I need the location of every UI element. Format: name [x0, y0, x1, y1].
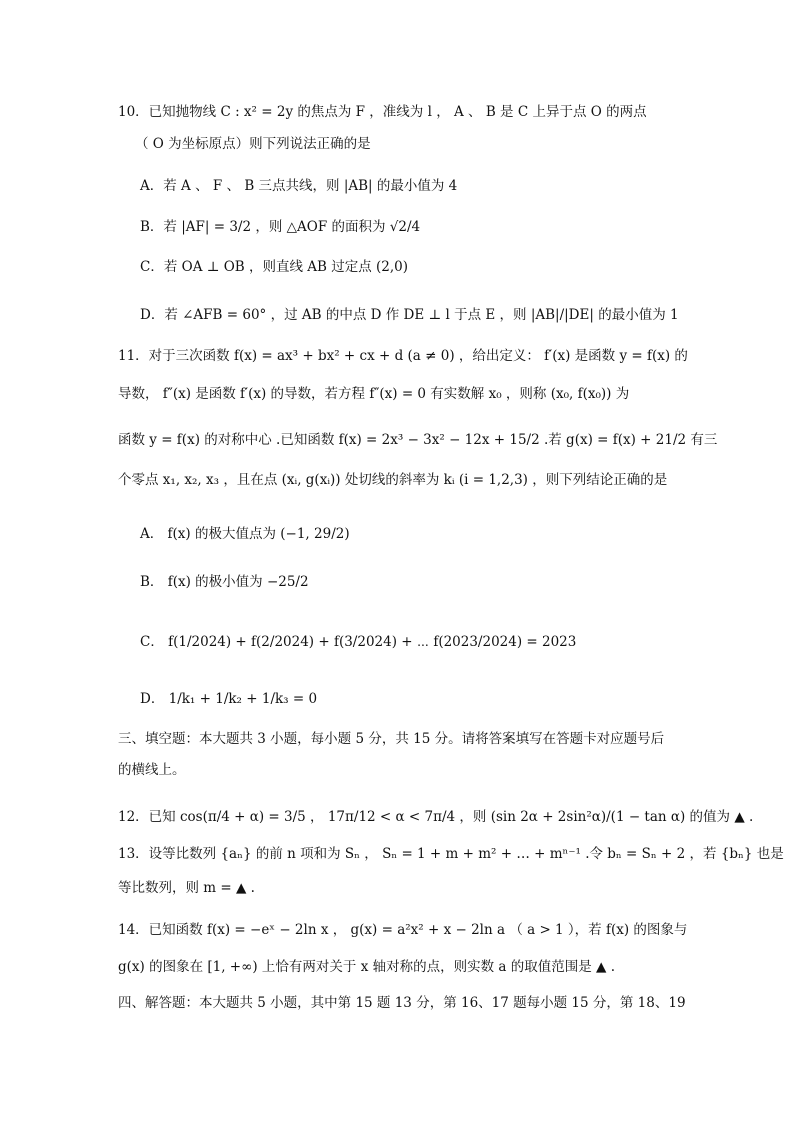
sec3-1: 三、填空题：本大题共 3 小题，每小题 5 分，共 15 分。请将答案填写在答题卡对应题号后 — [118, 731, 665, 747]
q10-stem-1: 10．已知抛物线 C : x² = 2y 的焦点为 F ，准线为 l ， A 、 B 是 C 上异于点 O 的两点 — [118, 104, 647, 120]
q10-b: B．若 |AF| = 3/2 ，则 △AOF 的面积为 √2/4 — [140, 219, 421, 235]
q10-a: A．若 A 、 F 、 B 三点共线，则 |AB| 的最小值为 4 — [140, 178, 458, 194]
q11-stem-4: 个零点 x₁, x₂, x₃ ，且在点 (xᵢ, g(xᵢ)) 处切线的斜率为 kᵢ (i = 1,2,3) ，则下列结论正确的是 — [118, 472, 668, 488]
q11-stem-3: 函数 y = f(x) 的对称中心 .已知函数 f(x) = 2x³ − 3x² − 12x + 15/2 .若 g(x) = f(x) + 21/2 有三 — [118, 432, 718, 448]
q10-c: C．若 OA ⊥ OB ，则直线 AB 过定点 (2,0) — [140, 259, 409, 275]
sec4: 四、解答题：本大题共 5 小题，其中第 15 题 13 分，第 16、17 题每小题 15 分，第 18、19 — [118, 995, 686, 1011]
q11-a: A． f(x) 的极大值点为 (−1, 29/2) — [140, 526, 350, 542]
q14-1: 14．已知函数 f(x) = −eˣ − 2ln x ， g(x) = a²x² + x − 2ln a （ a > 1 ），若 f(x) 的图象与 — [118, 922, 688, 938]
q11-stem-2: 导数， f″(x) 是函数 f′(x) 的导数，若方程 f″(x) = 0 有实数解 x₀ ，则称 (x₀, f(x₀)) 为 — [118, 386, 630, 402]
q11-c: C． f(1/2024) + f(2/2024) + f(3/2024) + ⋯ f(2023/2024) = 2023 — [140, 634, 577, 650]
q10-stem-2: （ O 为坐标原点）则下列说法正确的是 — [135, 136, 371, 152]
q13-2: 等比数列，则 m = ▲ . — [118, 880, 255, 896]
q13-1: 13．设等比数列 {aₙ} 的前 n 项和为 Sₙ ， Sₙ = 1 + m + m² + … + mⁿ⁻¹ .令 bₙ = Sₙ + 2 ，若 {bₙ} 也是 — [118, 846, 784, 862]
q14-2: g(x) 的图象在 [1, +∞) 上恰有两对关于 x 轴对称的点，则实数 a 的取值范围是 ▲ . — [118, 959, 616, 975]
q12: 12．已知 cos(π/4 + α) = 3/5 ， 17π/12 < α < 7π/4 ，则 (sin 2α + 2sin²α)/(1 − tan α) 的值为 ▲ . — [118, 809, 754, 825]
q10-d: D．若 ∠AFB = 60° ，过 AB 的中点 D 作 DE ⊥ l 于点 E ，则 |AB|/|DE| 的最小值为 1 — [140, 307, 679, 323]
q11-d: D． 1/k₁ + 1/k₂ + 1/k₃ = 0 — [140, 691, 318, 707]
q11-b: B． f(x) 的极小值为 −25/2 — [140, 574, 309, 590]
q11-stem-1: 11．对于三次函数 f(x) = ax³ + bx² + cx + d (a ≠ 0) ，给出定义： f′(x) 是函数 y = f(x) 的 — [118, 348, 688, 364]
sec3-2: 的横线上。 — [118, 762, 186, 778]
